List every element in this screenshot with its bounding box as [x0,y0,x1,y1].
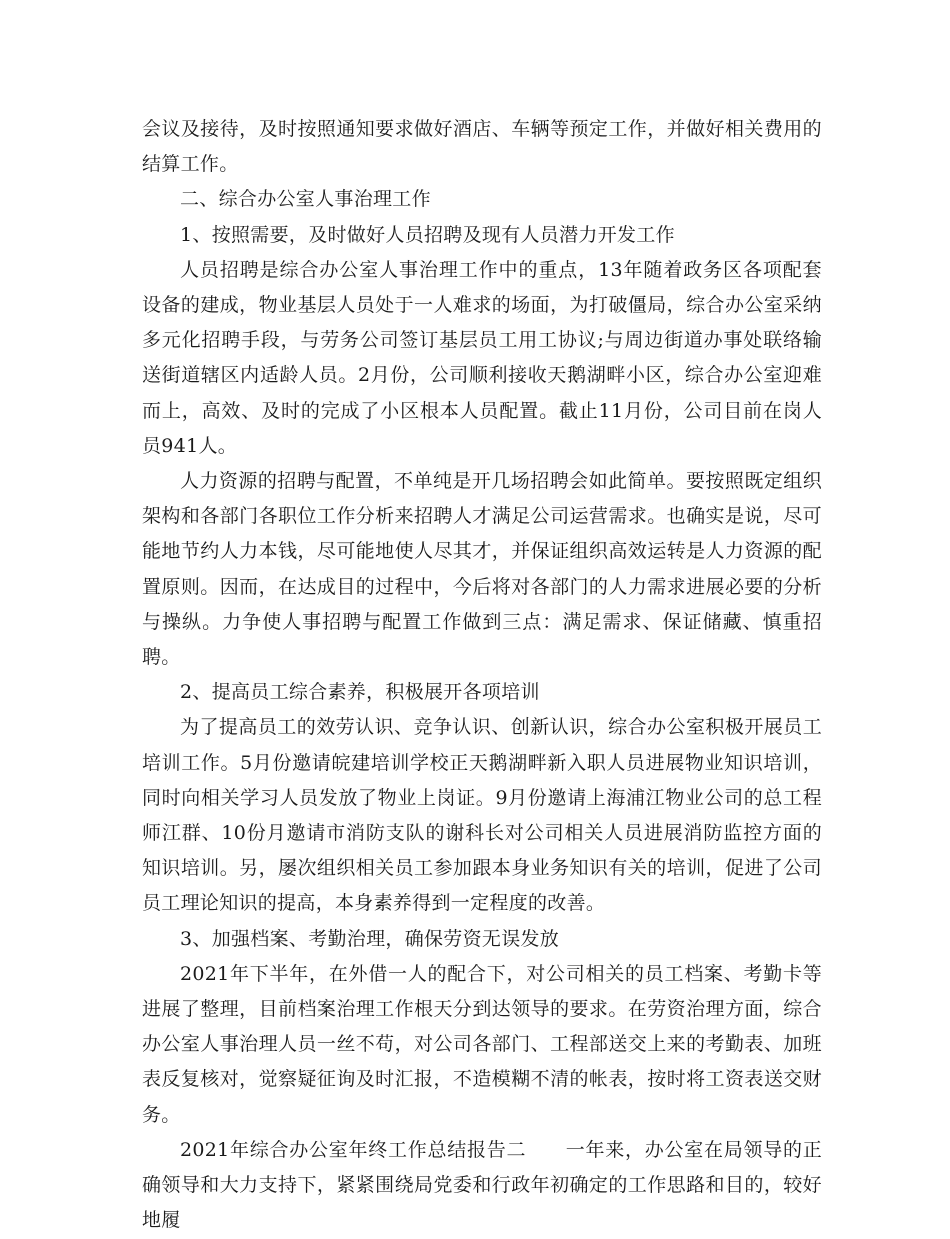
paragraph-hr-allocation: 人力资源的招聘与配置，不单纯是开几场招聘会如此简单。要按照既定组织架构和各部门各职位工作分析来招聘人才满足公司运营需求。也确实是说，尽可能地节约人力本钱，尽可能地使人尽其才，并保证组织高效运转是人力资源的配置原则。因而，在达成目的过程中，今后将对各部门的人力需求进展必要的分析与操纵。力争使人事招聘与配置工作做到三点：满足需求、保证储藏、慎重招聘。 [142,470,822,669]
subsection-heading-2: 2、提高员工综合素养，积极展开各项培训 [180,681,540,704]
paragraph-continued: 会议及接待，及时按照通知要求做好酒店、车辆等预定工作，并做好相关费用的结算工作。 [142,118,822,176]
document-body [142,112,822,1239]
section-heading: 二、综合办公室人事治理工作 [180,188,431,211]
subsection-heading-1: 1、按照需要，及时做好人员招聘及现有人员潜力开发工作 [180,223,675,246]
paragraph-training: 为了提高员工的效劳认识、竞争认识、创新认识，综合办公室积极开展员工培训工作。5月份邀请皖建培训学校正天鹅湖畔新入职人员进展物业知识培训，同时向相关学习人员发放了物业上岗证。9月份邀请上海浦江物业公司的总工程师江群、10份月邀请市消防支队的谢科长对公司相关人员进展消防监控方面的知识培训。另，屡次组织相关员工参加跟本身业务知识有关的培训，促进了公司员工理论知识的提高，本身素养得到一定程度的改善。 [142,716,822,915]
paragraph-recruitment: 人员招聘是综合办公室人事治理工作中的重点，13年随着政务区各项配套设备的建成，物业基层人员处于一人难求的场面，为打破僵局，综合办公室采纳多元化招聘手段，与劳务公司签订基层员工用工协议;与周边街道办事处联络输送街道辖区内适龄人员。2月份，公司顺利接收天鹅湖畔小区，综合办公室迎难而上，高效、及时的完成了小区根本人员配置。截止11月份，公司目前在岗人员941人。 [142,258,822,457]
paragraph-archives: 2021年下半年，在外借一人的配合下，对公司相关的员工档案、考勤卡等进展了整理，目前档案治理工作根天分到达领导的要求。在劳资治理方面，综合办公室人事治理人员一丝不苟，对公司各部门、工程部送交上来的考勤表、加班表反复核对，觉察疑征询及时汇报，不造模糊不清的帐表，按时将工资表送交财务。 [142,962,822,1126]
paragraph-report-two: 2021年综合办公室年终工作总结报告二 一年来，办公室在局领导的正确领导和大力支持下，紧紧围绕局党委和行政年初确定的工作思路和目的，较好地履 [142,1138,822,1232]
subsection-heading-3: 3、加强档案、考勤治理，确保劳资无误发放 [180,927,560,950]
